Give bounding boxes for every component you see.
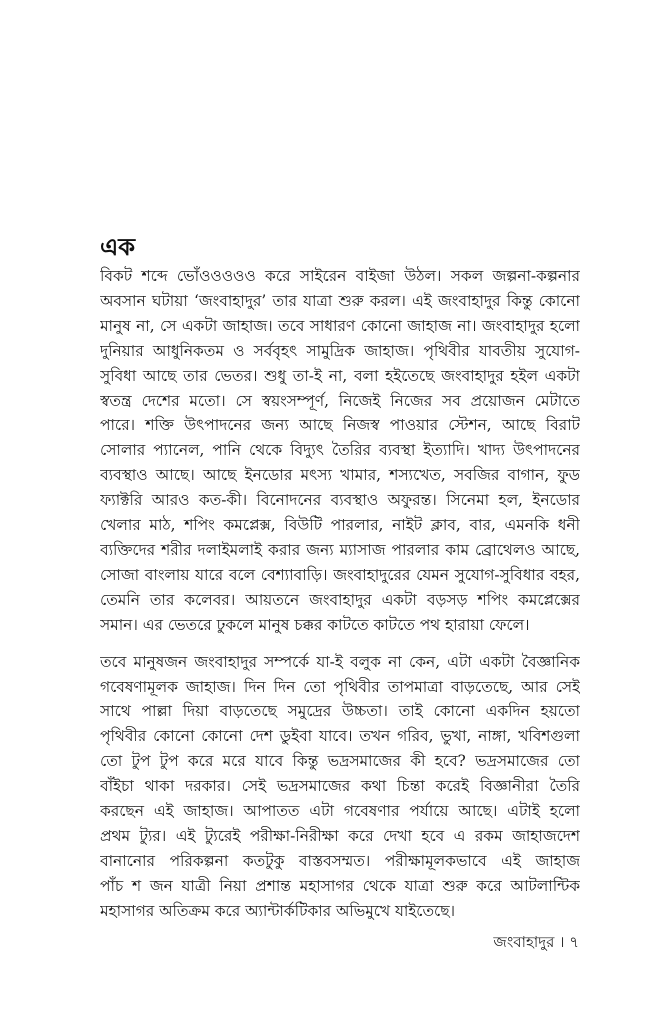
text-line: সোলার প্যানেল, পানি থেকে বিদ্যুৎ তৈরির ব্যবস্থা ইত্যাদি। খাদ্য উৎপাদনের (100, 441, 580, 460)
text-line: পাঁচ শ জন যাত্রী নিয়া প্রশান্ত মহাসাগর থেকে যাত্রা শুরু করে আটলান্টিক (100, 876, 580, 895)
text-line: তেমনি তার কলেবর। আয়তনে জংবাহাদুর একটা বড়সড় শপিং কমপ্লেক্সের (100, 590, 580, 609)
text-line: ব্যবস্থাও আছে। আছে ইনডোর মৎস্য খামার, শস্যখেত, সবজির বাগান, ফুড (100, 466, 580, 485)
paragraph-spacer (100, 638, 580, 650)
text-line: তবে মানুষজন জংবাহাদুর সম্পর্কে যা-ই বলুক না কেন, এটা একটা বৈজ্ঞানিক (100, 652, 580, 671)
text-line: গবেষণামূলক জাহাজ। দিন দিন তো পৃথিবীর তাপমাত্রা বাড়তেছে, আর সেই (100, 677, 580, 696)
running-footer: জংবাহাদুর । ৭ (493, 933, 579, 951)
text-line: প্রথম ট্যুর। এই ট্যুরেই পরীক্ষা-নিরীক্ষা করে দেখা হবে এ রকম জাহাজদেশ (100, 826, 580, 845)
text-line: পারে। শক্তি উৎপাদনের জন্য আছে নিজস্ব পাওয়ার স্টেশন, আছে বিরাট (100, 416, 580, 435)
chapter-body (100, 264, 580, 924)
text-line: ব্যক্তিদের শরীর দলাইমলাই করার জন্য ম্যাসাজ পারলার কাম ব্রোথেলও আছে, (100, 540, 580, 559)
text-line: মানুষ না, সে একটা জাহাজ। তবে সাধারণ কোনো জাহাজ না। জংবাহাদুর হলো (100, 316, 580, 335)
text-line: স্বতন্ত্র দেশের মতো। সে স্বয়ংসম্পূর্ণ, নিজেই নিজের সব প্রয়োজন মেটাতে (100, 391, 580, 410)
text-line: করছেন এই জাহাজ। আপাতত এটা গবেষণার পর্যায়ে আছে। এটাই হলো (100, 802, 580, 821)
text-line: ফ্যাক্টরি আরও কত-কী। বিনোদনের ব্যবস্থাও অফুরন্ত। সিনেমা হল, ইনডোর (100, 491, 580, 510)
text-line: দুনিয়ার আধুনিকতম ও সর্ববৃহৎ সামুদ্রিক জাহাজ। পৃথিবীর যাবতীয় সুযোগ- (100, 341, 580, 360)
text-line: বানানোর পরিকল্পনা কতটুকু বাস্তবসম্মত। পরীক্ষামূলকভাবে এই জাহাজ (100, 851, 580, 870)
paragraph-1 (100, 264, 580, 638)
text-line: সুবিধা আছে তার ভেতর। শুধু তা-ই না, বলা হইতেছে জংবাহাদুর হইল একটা (100, 366, 580, 385)
text-line: তো টুপ টুপ করে মরে যাবে কিন্তু ভদ্রসমাজের কী হবে? ভদ্রসমাজের তো (100, 752, 580, 771)
text-line: বিকট শব্দে ভোঁওওওওও করে সাইরেন বাইজা উঠল। সকল জল্পনা-কল্পনার (100, 267, 580, 285)
text-line: সোজা বাংলায় যারে বলে বেশ্যাবাড়ি। জংবাহাদুরের যেমন সুযোগ-সুবিধার বহর, (100, 565, 580, 584)
text-line: খেলার মাঠ, শপিং কমপ্লেক্স, বিউটি পারলার, নাইট ক্লাব, বার, এমনকি ধনী (100, 516, 580, 535)
paragraph-2 (100, 650, 580, 924)
text-line: সমান। এর ভেতরে ঢুকলে মানুষ চক্কর কাটতে কাটতে পথ হারায়া ফেলে। (100, 615, 530, 634)
text-line: সাথে পাল্লা দিয়া বাড়তেছে সমুদ্রের উচ্চতা। তাই কোনো একদিন হয়তো (100, 702, 580, 721)
text-line: অবসান ঘটায়া ‘জংবাহাদুর’ তার যাত্রা শুরু করল। এই জংবাহাদুর কিন্তু কোনো (100, 291, 580, 310)
text-line: মহাসাগর অতিক্রম করে অ্যান্টার্কটিকার অভিমুখে যাইতেছে। (100, 901, 456, 920)
text-line: পৃথিবীর কোনো কোনো দেশ ডুইবা যাবে। তখন গরিব, ভুখা, নাঙ্গা, খবিশগুলা (100, 727, 580, 746)
chapter-title: এক (100, 233, 136, 261)
text-line: বাঁইচা থাকা দরকার। সেই ভদ্রসমাজের কথা চিন্তা করেই বিজ্ঞানীরা তৈরি (100, 777, 580, 796)
